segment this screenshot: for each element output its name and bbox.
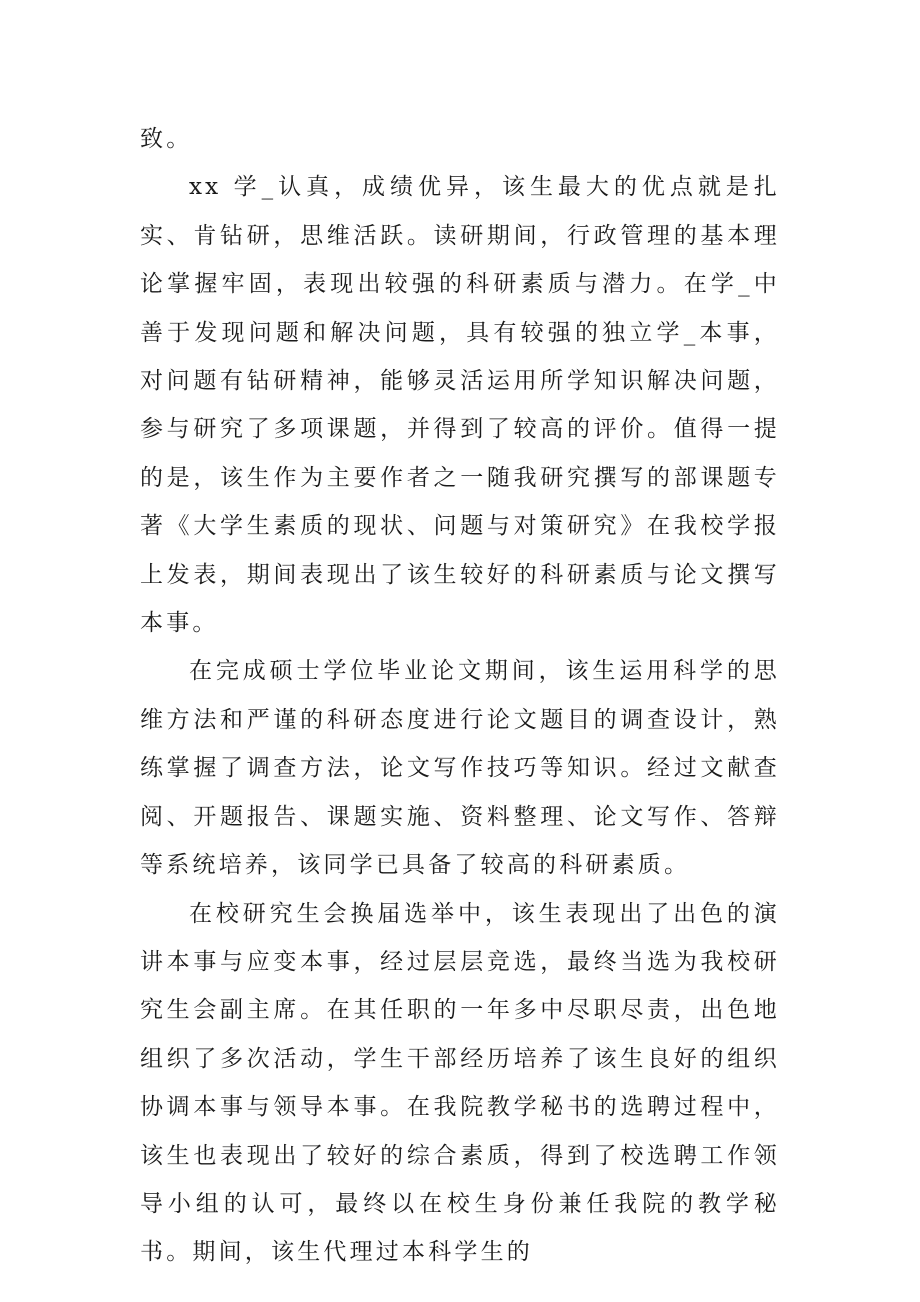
- paragraph-student-union: 在校研究生会换届选举中，该生表现出了出色的演讲本事与应变本事，经过层层竞选，最终当选为我校研究生会副主席。在其任职的一年多中尽职尽责，出色地组织了多次活动，学生干部经历培养了该生良好的组织协调本事与领导本事。在我院教学秘书的选聘过程中，该生也表现出了较好的综合素质，得到了校选聘工作领导小组的认可，最终以在校生身份兼任我院的教学秘书。期间，该生代理过本科学生的: [140, 900, 780, 1266]
- document-body: [140, 115, 780, 1277]
- paragraph-academic-performance: xx 学_认真，成绩优异，该生最大的优点就是扎实、肯钻研，思维活跃。读研期间，行政管理的基本理论掌握牢固，表现出较强的科研素质与潜力。在学_中善于发现问题和解决问题，具有较强的独立学_本事，对问题有钻研精神，能够灵活运用所学知识解决问题，参与研究了多项课题，并得到了较高的评价。值得一提的是，该生作为主要作者之一随我研究撰写的部课题专著《大学生素质的现状、问题与对策研究》在我校学报上发表，期间表现出了该生较好的科研素质与论文撰写本事。: [140, 174, 780, 637]
- paragraph-thesis-research: 在完成硕士学位毕业论文期间，该生运用科学的思维方法和严谨的科研态度进行论文题目的调查设计，熟练掌握了调查方法，论文写作技巧等知识。经过文献查阅、开题报告、课题实施、资料整理、论文写作、答辩等系统培养，该同学已具备了较高的科研素质。: [140, 658, 780, 879]
- paragraph-continuation: 致。: [140, 126, 193, 152]
